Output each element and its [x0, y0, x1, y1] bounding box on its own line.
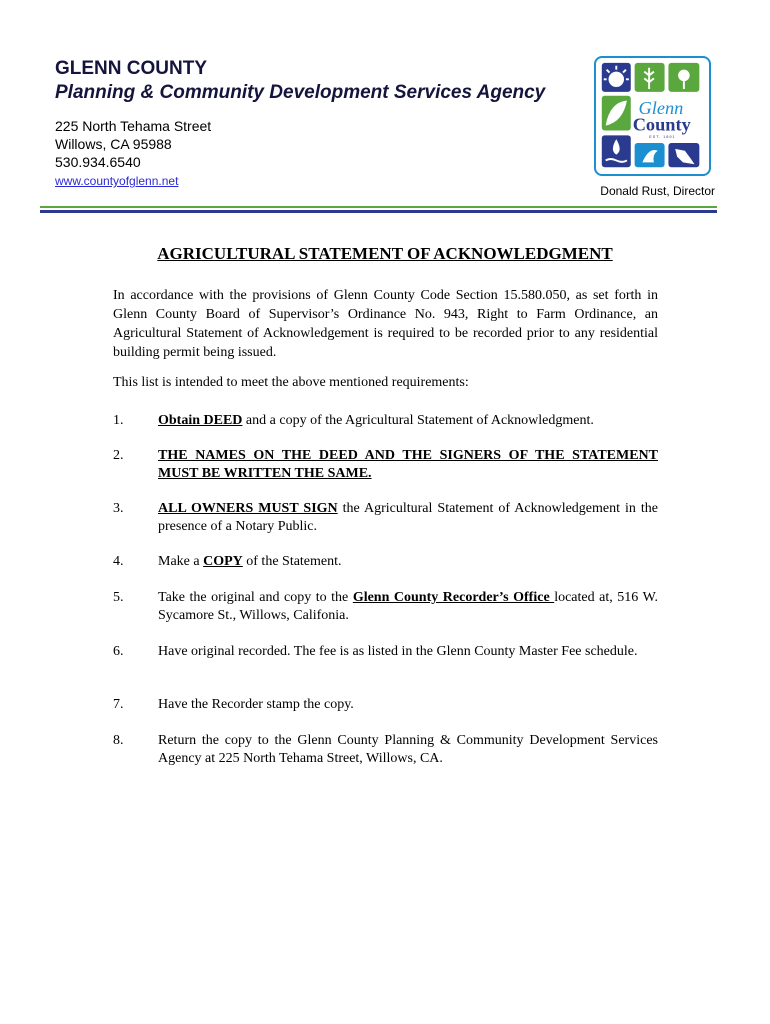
glenn-county-logo — [594, 56, 711, 176]
city-state-zip: Willows, CA 95988 — [55, 136, 172, 152]
list-intro: This list is intended to meet the above mentioned requirements: — [113, 375, 469, 390]
item-text: and a copy of the Agricultural Statement of Acknowledgment. — [242, 413, 594, 428]
phone-number: 530.934.6540 — [55, 154, 141, 170]
list-item — [113, 589, 658, 625]
list-item — [113, 500, 658, 536]
item-number: 1. — [113, 413, 124, 428]
list-item — [113, 643, 658, 661]
list-item — [113, 696, 658, 714]
item-text: Return the copy to the Glenn County Planning & Community Development Services Agency at 225 North Tehama Street, Willows, CA. — [158, 733, 658, 766]
document-title-text: AGRICULTURAL STATEMENT OF ACKNOWLEDGMENT — [157, 244, 613, 263]
header-rule-green — [40, 206, 717, 208]
item-number: 7. — [113, 697, 124, 712]
county-name: GLENN COUNTY — [55, 58, 207, 79]
item-text: Have the Recorder stamp the copy. — [158, 697, 354, 712]
item-number: 2. — [113, 448, 124, 463]
document-title — [0, 244, 770, 264]
item-emphasis: COPY — [203, 554, 243, 569]
item-number: 3. — [113, 501, 124, 516]
item-number: 4. — [113, 554, 124, 569]
item-text: the Agricultural Statement of Acknowledgement in the presence of a Notary Public. — [158, 501, 658, 534]
website-link[interactable]: www.countyofglenn.net — [55, 174, 179, 188]
item-emphasis: ALL OWNERS MUST SIGN — [158, 501, 338, 516]
list-item — [113, 732, 658, 768]
list-item — [113, 412, 658, 430]
intro-paragraph: In accordance with the provisions of Glenn County Code Section 15.580.050, as set forth in Glenn County Board of Supervisor’s Ordinance No. 943, Right to Farm Ordinance, an Agricultural Statement of Acknowledgement is required to be recorded prior to any residential building permit being issued. — [113, 288, 658, 360]
item-text: Have original recorded. The fee is as listed in the Glenn County Master Fee schedule. — [158, 644, 638, 659]
item-emphasis: Glenn County Recorder’s Office — [352, 590, 555, 605]
agency-name: Planning & Community Development Services Agency — [55, 82, 546, 103]
svg-text:EST. 1891: EST. 1891 — [649, 135, 676, 140]
list-item — [113, 447, 658, 483]
address-block — [55, 117, 545, 189]
item-text: located at, 516 W. Sycamore St., Willows, Califonia. — [158, 590, 659, 623]
item-number: 6. — [113, 644, 124, 659]
letterhead — [55, 57, 545, 189]
item-text: of the Statement. — [242, 554, 342, 569]
item-number: 5. — [113, 590, 124, 605]
item-emphasis: Obtain DEED — [158, 413, 243, 428]
item-emphasis: THE NAMES ON THE DEED AND THE SIGNERS OF THE STATEMENT MUST BE WRITTEN THE SAME. — [158, 448, 658, 481]
director-name: Donald Rust, Director — [600, 184, 715, 198]
item-number: 8. — [113, 733, 124, 748]
svg-text:Glenn: Glenn — [638, 98, 684, 119]
svg-text:County: County — [632, 114, 691, 135]
item-text: Make a — [158, 554, 204, 569]
street-address: 225 North Tehama Street — [55, 118, 212, 134]
header-rule-navy — [40, 210, 717, 213]
item-text: Take the original and copy to the — [158, 590, 353, 605]
list-item — [113, 553, 658, 571]
